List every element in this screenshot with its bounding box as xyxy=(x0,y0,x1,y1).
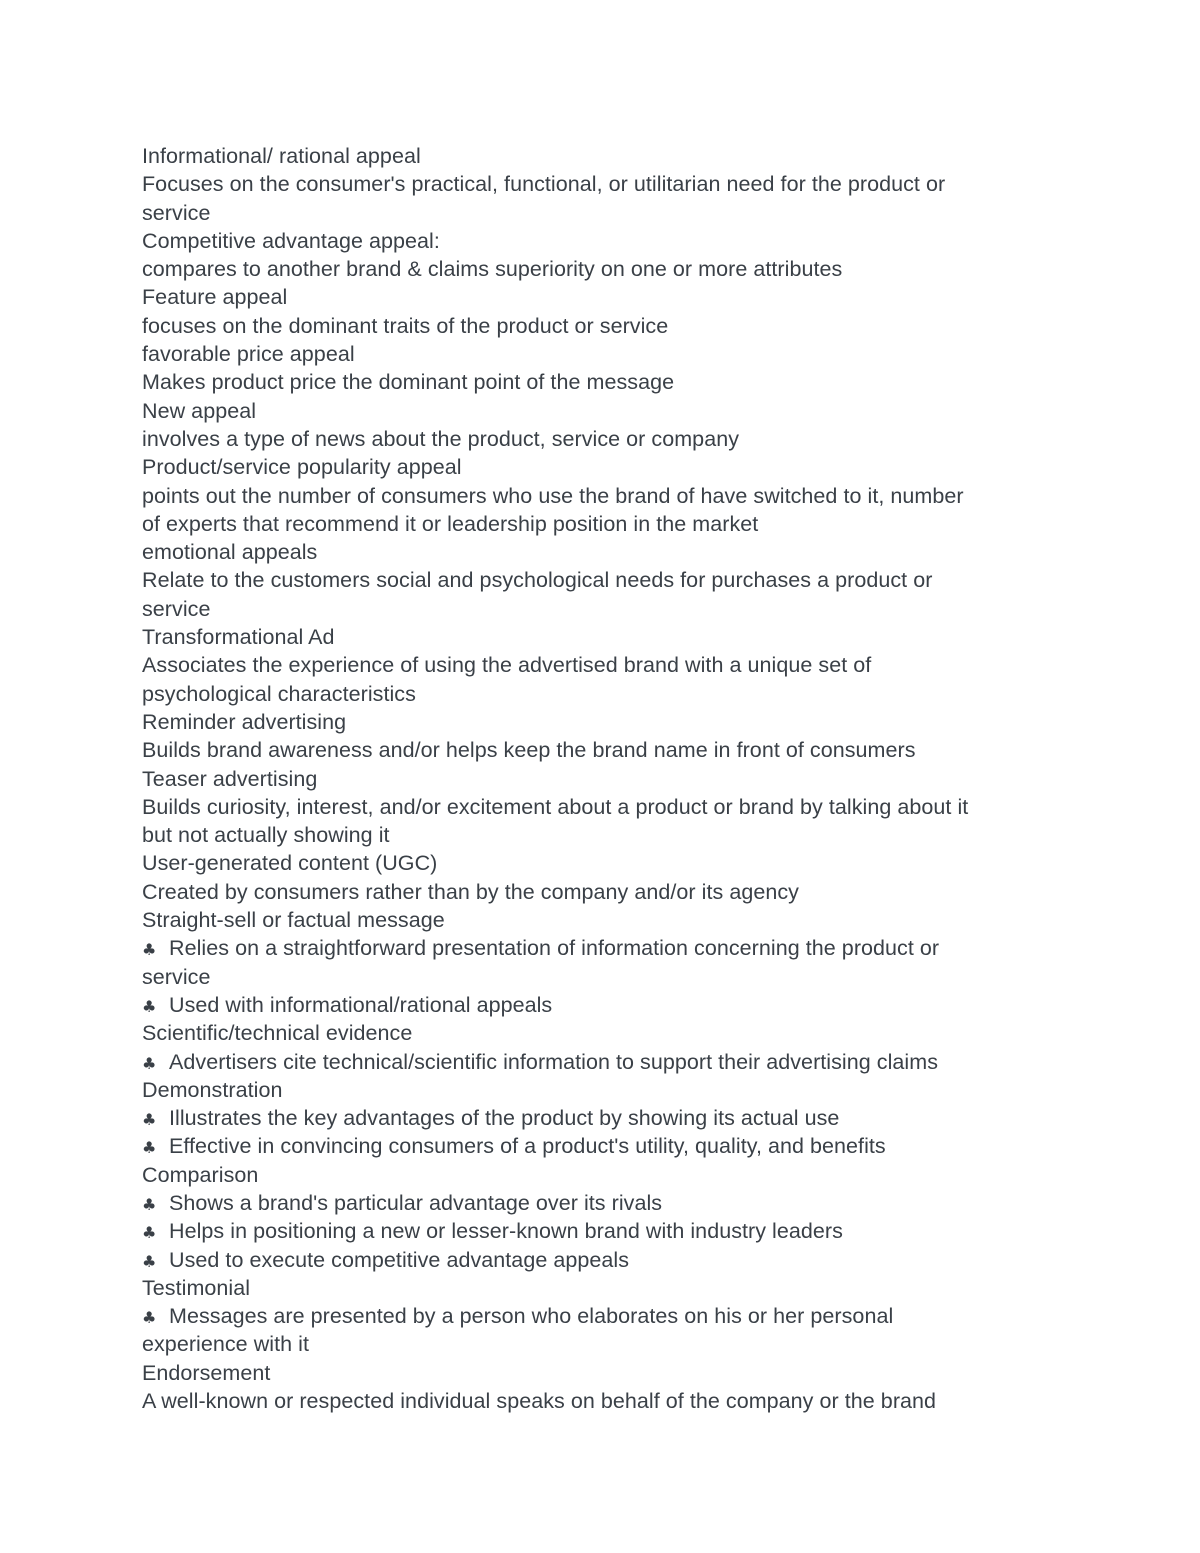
line-text: emotional appeals xyxy=(142,540,318,565)
line-text: Builds curiosity, interest, and/or excitement about a product or brand by talking about it xyxy=(142,794,969,819)
text-line xyxy=(142,283,1062,311)
text-line xyxy=(142,793,1062,821)
text-line xyxy=(142,142,1062,170)
line-text: Advertisers cite technical/scientific information to support their advertising claims xyxy=(169,1049,939,1074)
text-line xyxy=(142,765,1062,793)
line-text: but not actually showing it xyxy=(142,823,390,848)
line-text: Makes product price the dominant point of the message xyxy=(142,370,675,395)
text-line xyxy=(142,397,1062,425)
line-text: points out the number of consumers who use the brand of have switched to it, number xyxy=(142,483,964,508)
line-text: Testimonial xyxy=(142,1275,251,1300)
line-text: Teaser advertising xyxy=(142,766,318,791)
line-text: service xyxy=(142,200,211,225)
line-text: Used to execute competitive advantage appeals xyxy=(169,1247,630,1272)
text-line xyxy=(142,963,1062,991)
text-line xyxy=(142,878,1062,906)
line-text: favorable price appeal xyxy=(142,342,355,367)
line-text: Comparison xyxy=(142,1162,259,1187)
text-line xyxy=(142,1330,1062,1358)
line-text: A well-known or respected individual speaks on behalf of the company or the brand xyxy=(142,1389,937,1414)
line-text: involves a type of news about the product, service or company xyxy=(142,426,740,451)
text-line xyxy=(142,1387,1062,1415)
line-text: Reminder advertising xyxy=(142,709,347,734)
club-bullet-icon: ♣ xyxy=(142,940,157,960)
text-line xyxy=(142,991,1062,1019)
text-line xyxy=(142,1161,1062,1189)
text-line xyxy=(142,1076,1062,1104)
club-bullet-icon: ♣ xyxy=(142,996,157,1016)
line-text: psychological characteristics xyxy=(142,681,416,706)
line-text: Builds brand awareness and/or helps keep the brand name in front of consumers xyxy=(142,738,916,763)
line-text: Competitive advantage appeal: xyxy=(142,228,440,253)
text-line xyxy=(142,821,1062,849)
line-text: service xyxy=(142,964,211,989)
text-line xyxy=(142,312,1062,340)
text-line xyxy=(142,1302,1062,1330)
line-text: Helps in positioning a new or lesser-known brand with industry leaders xyxy=(169,1219,843,1244)
text-line xyxy=(142,595,1062,623)
text-line xyxy=(142,1189,1062,1217)
line-text: Endorsement xyxy=(142,1360,271,1385)
line-text: Feature appeal xyxy=(142,285,288,310)
line-text: Transformational Ad xyxy=(142,625,335,650)
text-line xyxy=(142,1217,1062,1245)
text-line xyxy=(142,849,1062,877)
document-body xyxy=(142,142,1062,1415)
line-text: Focuses on the consumer's practical, functional, or utilitarian need for the product or xyxy=(142,172,946,197)
line-text: compares to another brand & claims superiority on one or more attributes xyxy=(142,257,843,282)
line-text: Illustrates the key advantages of the product by showing its actual use xyxy=(169,1106,840,1131)
line-text: User-generated content (UGC) xyxy=(142,851,438,876)
line-text: Shows a brand's particular advantage over its rivals xyxy=(169,1190,663,1215)
club-bullet-icon: ♣ xyxy=(142,1110,157,1130)
text-line xyxy=(142,227,1062,255)
line-text: Relies on a straightforward presentation of information concerning the product or xyxy=(169,936,940,961)
text-line xyxy=(142,566,1062,594)
text-line xyxy=(142,538,1062,566)
line-text: Straight-sell or factual message xyxy=(142,908,445,933)
text-line xyxy=(142,736,1062,764)
line-text: Informational/ rational appeal xyxy=(142,144,421,168)
line-text: focuses on the dominant traits of the product or service xyxy=(142,313,669,338)
text-line xyxy=(142,510,1062,538)
line-text: Scientific/technical evidence xyxy=(142,1021,413,1046)
text-line xyxy=(142,170,1062,198)
club-bullet-icon: ♣ xyxy=(142,1308,157,1328)
text-line xyxy=(142,340,1062,368)
text-line xyxy=(142,1246,1062,1274)
club-bullet-icon: ♣ xyxy=(142,1053,157,1073)
text-line xyxy=(142,1048,1062,1076)
line-text: Demonstration xyxy=(142,1077,283,1102)
text-line xyxy=(142,453,1062,481)
line-text: Product/service popularity appeal xyxy=(142,455,462,480)
text-line xyxy=(142,1274,1062,1302)
line-text: Relate to the customers social and psychological needs for purchases a product or xyxy=(142,568,933,593)
text-line xyxy=(142,1104,1062,1132)
line-text: of experts that recommend it or leadership position in the market xyxy=(142,511,759,536)
club-bullet-icon: ♣ xyxy=(142,1138,157,1158)
line-text: Created by consumers rather than by the company and/or its agency xyxy=(142,879,799,904)
text-line xyxy=(142,425,1062,453)
line-text: Associates the experience of using the advertised brand with a unique set of xyxy=(142,653,872,678)
text-line xyxy=(142,651,1062,679)
text-line xyxy=(142,708,1062,736)
text-line xyxy=(142,255,1062,283)
line-text: experience with it xyxy=(142,1332,310,1357)
line-text: Effective in convincing consumers of a product's utility, quality, and benefits xyxy=(169,1134,886,1159)
club-bullet-icon: ♣ xyxy=(142,1194,157,1214)
text-line xyxy=(142,1359,1062,1387)
text-line xyxy=(142,934,1062,962)
text-line xyxy=(142,1019,1062,1047)
text-line xyxy=(142,906,1062,934)
text-line xyxy=(142,680,1062,708)
text-line xyxy=(142,1132,1062,1160)
text-line xyxy=(142,623,1062,651)
line-text: service xyxy=(142,596,211,621)
text-line xyxy=(142,199,1062,227)
line-text: Messages are presented by a person who elaborates on his or her personal xyxy=(169,1304,894,1329)
club-bullet-icon: ♣ xyxy=(142,1223,157,1243)
line-text: New appeal xyxy=(142,398,257,423)
text-line xyxy=(142,482,1062,510)
text-line xyxy=(142,368,1062,396)
line-text: Used with informational/rational appeals xyxy=(169,992,553,1017)
club-bullet-icon: ♣ xyxy=(142,1251,157,1271)
